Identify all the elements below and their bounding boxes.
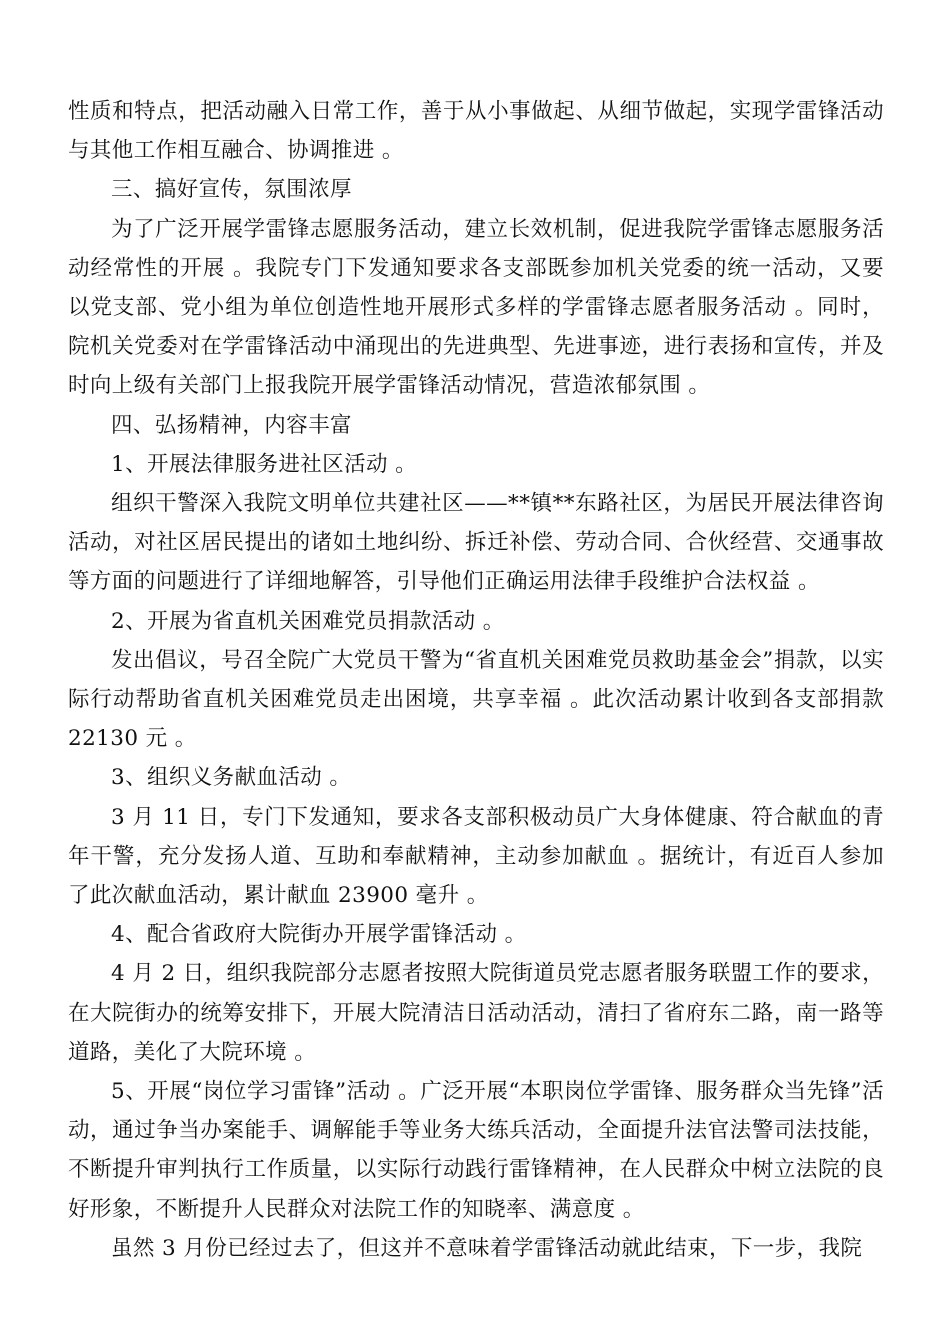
- paragraph-donation: 发出倡议，号召全院广大党员干警为“省直机关困难党员救助基金会”捐款，以实际行动帮助省直机关困难党员走出困境，共享幸福 。此次活动累计收到各支部捐款 22130 元 。: [68, 647, 884, 752]
- document-page: [68, 92, 884, 1268]
- section-heading-publicity: 三、搞好宣传，氛围浓厚: [111, 177, 352, 203]
- item-heading-legal-service: 1、开展法律服务进社区活动 。: [111, 451, 418, 477]
- section-heading-spirit: 四、弘扬精神，内容丰富: [111, 412, 352, 438]
- paragraph-publicity: 为了广泛开展学雷锋志愿服务活动，建立长效机制，促进我院学雷锋志愿服务活动经常性的开展 。我院专门下发通知要求各支部既参加机关党委的统一活动，又要以党支部、党小组为单位创造性地开展形式多样的学雷锋志愿者服务活动 。同时，院机关党委对在学雷锋活动中涌现出的先进典型、先进事迹，进行表扬和宣传，并及时向上级有关部门上报我院开展学雷锋活动情况，营造浓郁氛围 。: [68, 216, 884, 399]
- item-heading-street-office: 4、配合省政府大院街办开展学雷锋活动 。: [111, 922, 527, 948]
- paragraph-street-office: 4 月 2 日，组织我院部分志愿者按照大院街道员党志愿者服务联盟工作的要求，在大院街办的统筹安排下，开展大院清洁日活动活动，清扫了省府东二路，南一路等道路，美化了大院环境 。: [68, 961, 884, 1065]
- item-heading-donation: 2、开展为省直机关困难党员捐款活动 。: [111, 608, 505, 634]
- paragraph-blood-donation: 3 月 11 日，专门下发通知，要求各支部积极动员广大身体健康、符合献血的青年干警，充分发扬人道、互助和奉献精神，主动参加献血 。据统计，有近百人参加了此次献血活动，累计献血 23900 毫升 。: [68, 804, 884, 909]
- paragraph-closing: 虽然 3 月份已经过去了，但这并不意味着学雷锋活动就此结束，下一步，我院: [111, 1235, 863, 1261]
- paragraph-post-learning: 5、开展“岗位学习雷锋”活动 。广泛开展“本职岗位学雷锋、服务群众当先锋”活动，通过争当办案能手、调解能手等业务大练兵活动，全面提升法官法警司法技能，不断提升审判执行工作质量，以实际行动践行雷锋精神，在人民群众中树立法院的良好形象，不断提升人民群众对法院工作的知晓率、满意度 。: [68, 1079, 884, 1222]
- paragraph-continuation: 性质和特点，把活动融入日常工作，善于从小事做起、从细节做起，实现学雷锋活动与其他工作相互融合、协调推进 。: [68, 99, 884, 164]
- paragraph-legal-service: 组织干警深入我院文明单位共建社区——**镇**东路社区，为居民开展法律咨询活动，对社区居民提出的诸如土地纠纷、拆迁补偿、劳动合同、合伙经营、交通事故等方面的问题进行了详细地解答，引导他们正确运用法律手段维护合法权益 。: [68, 491, 884, 595]
- item-heading-blood-donation: 3、组织义务献血活动 。: [111, 765, 352, 791]
